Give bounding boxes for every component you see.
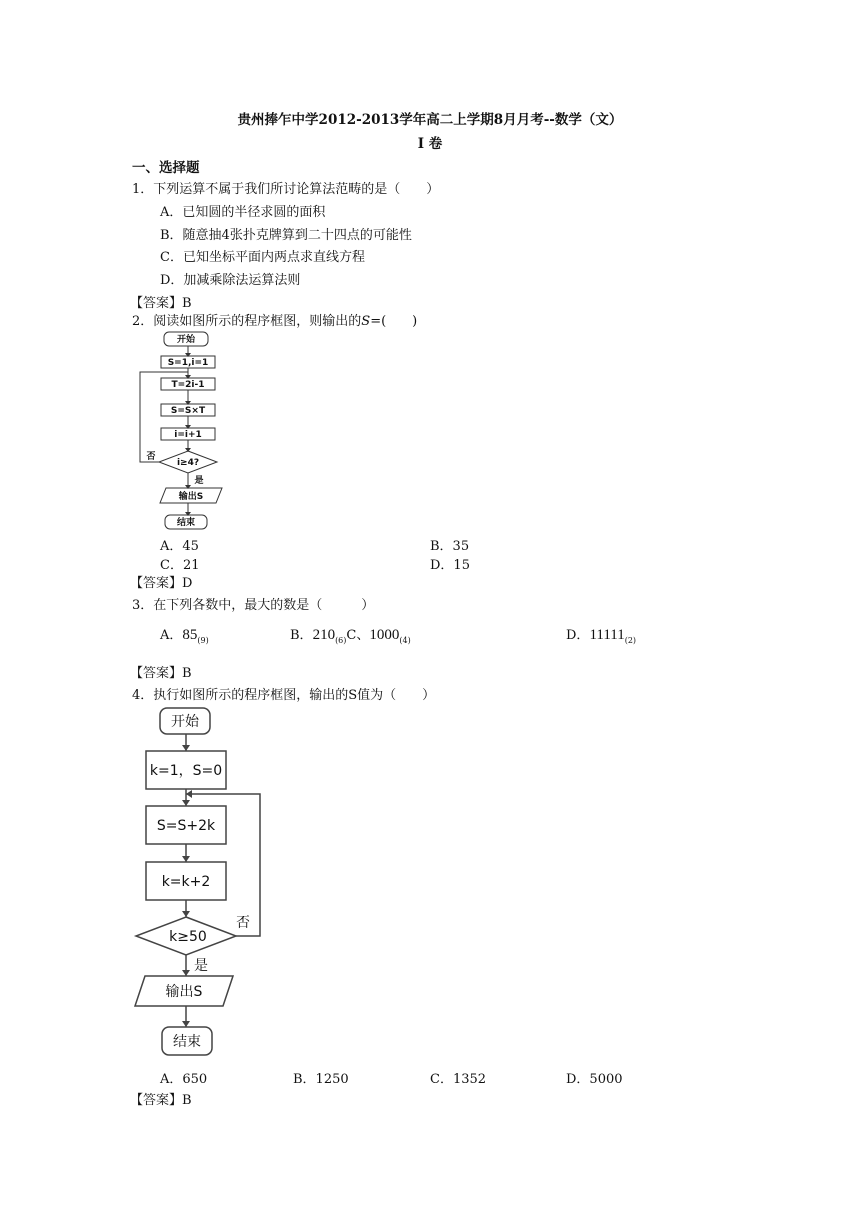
answer-value: B	[182, 1093, 192, 1108]
option-base: (4)	[399, 636, 411, 645]
answer-prefix: 【答案】	[130, 576, 183, 591]
q4-flow-init: k=1，S=0	[149, 763, 223, 779]
answer-prefix: 【答案】	[130, 296, 183, 311]
q2-flow-cond: i≥4?	[176, 458, 200, 468]
q2-flow-step3: i=i+1	[174, 430, 202, 440]
option-letter: A．	[160, 628, 183, 643]
q1-option-d: D．加减乘除法运算法则	[160, 273, 301, 288]
q3-stem: 3．在下列各数中，最大的数是（ ）	[132, 598, 375, 613]
q2-flow-no: 否	[146, 452, 156, 462]
option-base: (2)	[624, 636, 637, 645]
answer-prefix: 【答案】	[130, 1093, 183, 1108]
q4-flow-end: 结束	[173, 1034, 201, 1050]
q4-option-c: C．1352	[430, 1072, 487, 1087]
q4-flow-cond: k≥50	[169, 929, 207, 945]
option-letter: B．	[290, 628, 313, 643]
q2-stem-pre: 2．阅读如图所示的程序框图，则输出的	[132, 314, 362, 329]
q4-stem: 4．执行如图所示的程序框图，输出的S值为（ ）	[132, 688, 436, 703]
q4-flow-step1: S=S+2k	[156, 818, 216, 834]
q4-flow-start: 开始	[171, 714, 199, 730]
q1-stem: 1．下列运算不属于我们所讨论算法范畴的是（ ）	[132, 182, 440, 197]
answer-value: B	[182, 666, 192, 681]
q4-flow-step2: k=k+2	[161, 874, 211, 890]
q1-option-c: C．已知坐标平面内两点求直线方程	[160, 250, 365, 265]
q2-flow-step2: S=S×T	[170, 406, 206, 416]
option-base: (9)	[197, 636, 209, 645]
option-number: 85	[182, 627, 198, 643]
q2-stem-post: =( )	[370, 314, 418, 329]
q2-option-a: A．45	[160, 539, 199, 554]
q4-answer	[130, 1089, 192, 1108]
option-number: 210	[312, 627, 336, 643]
q4-option-b: B．1250	[293, 1072, 349, 1087]
q4-flow-no: 否	[236, 915, 250, 931]
section-heading: 一、选择题	[132, 160, 200, 176]
q2-flow-end: 结束	[176, 518, 196, 528]
option-letter: D．	[566, 628, 590, 643]
q4-option-d: D．5000	[566, 1072, 623, 1087]
q4-flow-yes: 是	[194, 958, 208, 974]
q4-option-a: A．650	[160, 1072, 208, 1087]
q2-flow-init: S=1,i=1	[167, 358, 209, 368]
answer-value: B	[182, 296, 192, 311]
page-title: 贵州捧乍中学2012-2013学年高二上学期8月月考--数学（文）	[237, 112, 623, 128]
q2-flow-step1: T=2i-1	[171, 380, 205, 390]
answer-value: D	[182, 576, 193, 591]
q1-option-b: B．随意抽4张扑克牌算到二十四点的可能性	[160, 228, 412, 243]
option-number: 1000	[369, 627, 400, 643]
option-letter: C、	[346, 628, 370, 643]
q2-flow-start: 开始	[176, 335, 196, 345]
option-number: 11111	[589, 627, 625, 643]
option-base: (6)	[335, 636, 347, 645]
volume-label: I 卷	[417, 136, 443, 152]
q2-option-b: B．35	[430, 539, 470, 554]
answer-prefix: 【答案】	[130, 666, 183, 681]
q2-option-c: C．21	[160, 558, 200, 573]
q2-flow-yes: 是	[194, 476, 204, 486]
q2-option-d: D．15	[430, 558, 470, 573]
q2-stem-var: S	[361, 314, 371, 329]
q4-flow-output: 输出S	[165, 984, 203, 1000]
q1-option-a: A．已知圆的半径求圆的面积	[160, 205, 326, 220]
q2-flow-output: 输出S	[178, 492, 204, 502]
